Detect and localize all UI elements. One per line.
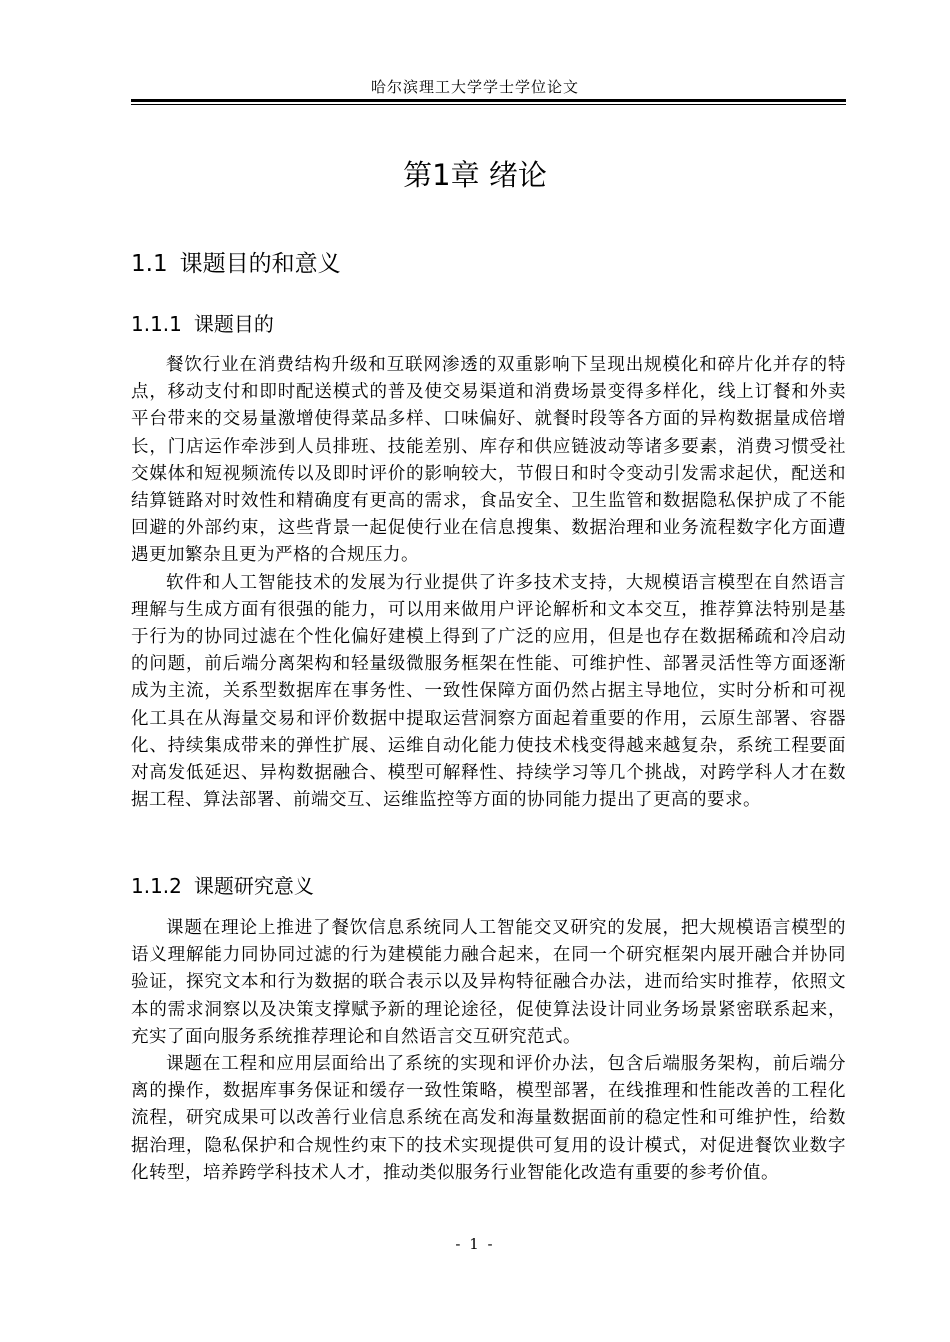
subsection-number: 1.1.2 (131, 874, 182, 898)
body-paragraph: 餐饮行业在消费结构升级和互联网渗透的双重影响下呈现出规模化和碎片化并存的特点，移动支付和即时配送模式的普及使交易渠道和消费场景变得多样化，线上订餐和外卖平台带来的交易量激增使得菜品多样、口味偏好、就餐时段等各方面的异构数据量成倍增长，门店运作牵涉到人员排班、技能差别、库存和供应链波动等诸多要素，消费习惯受社交媒体和短视频流传以及即时评价的影响较大，节假日和时令变动引发需求起伏，配送和结算链路对时效性和精确度有更高的需求，食品安全、卫生监管和数据隐私保护成了不能回避的外部约束，这些背景一起促使行业在信息搜集、数据治理和业务流程数字化方面遭遇更加繁杂且更为严格的合规压力。 (131, 355, 846, 566)
section-title: 课题目的和意义 (179, 251, 341, 277)
subsection-title: 课题目的 (193, 312, 274, 336)
section-number: 1.1 (131, 251, 168, 277)
subsection-2-body (131, 915, 846, 1187)
subsection-1-body (131, 352, 846, 814)
subsection-number: 1.1.1 (131, 312, 182, 336)
page-number: - 1 - (455, 1235, 495, 1253)
body-paragraph: 课题在工程和应用层面给出了系统的实现和评价办法，包含后端服务架构，前后端分离的操作，数据库事务保证和缓存一致性策略，模型部署，在线推理和性能改善的工程化流程，研究成果可以改善行业信息系统在高发和海量数据面前的稳定性和可维护性，给数据治理，隐私保护和合规性约束下的技术实现提供可复用的设计模式，对促进餐饮业数字化转型，培养跨学科技术人才，推动类似服务行业智能化改造有重要的参考价值。 (131, 1054, 846, 1183)
body-paragraph: 软件和人工智能技术的发展为行业提供了许多技术支持，大规模语言模型在自然语言理解与生成方面有很强的能力，可以用来做用户评论解析和文本交互，推荐算法特别是基于行为的协同过滤在个性化偏好建模上得到了广泛的应用，但是也存在数据稀疏和冷启动的问题，前后端分离架构和轻量级微服务框架在性能、可维护性、部署灵活性等方面逐渐成为主流，关系型数据库在事务性、一致性保障方面仍然占据主导地位，实时分析和可视化工具在从海量交易和评价数据中提取运营洞察方面起着重要的作用，云原生部署、容器化、持续集成带来的弹性扩展、运维自动化能力使技术栈变得越来越复杂，系统工程要面对高发低延迟、异构数据融合、模型可解释性、持续学习等几个挑战，对跨学科人才在数据工程、算法部署、前端交互、运维监控等方面的协同能力提出了更高的要求。 (131, 572, 846, 811)
body-paragraph: 课题在理论上推进了餐饮信息系统同人工智能交叉研究的发展，把大规模语言模型的语义理解能力同协同过滤的行为建模能力融合起来，在同一个研究框架内展开融合并协同验证，探究文本和行为数据的联合表示以及异构特征融合办法，进而给实时推荐，依照文本的需求洞察以及决策支撑赋予新的理论途径，促使算法设计同业务场景紧密联系起来，充实了面向服务系统推荐理论和自然语言交互研究范式。 (131, 918, 846, 1047)
subsection-heading-2 (131, 872, 314, 900)
header-rule-thin (131, 104, 846, 105)
subsection-title: 课题研究意义 (193, 874, 314, 898)
subsection-heading-1 (131, 310, 274, 338)
header-rule-thick (131, 99, 846, 102)
section-heading (131, 248, 341, 280)
chapter-title: 第1章 绪论 (403, 158, 547, 192)
running-header: 哈尔滨理工大学学士学位论文 (370, 78, 579, 96)
